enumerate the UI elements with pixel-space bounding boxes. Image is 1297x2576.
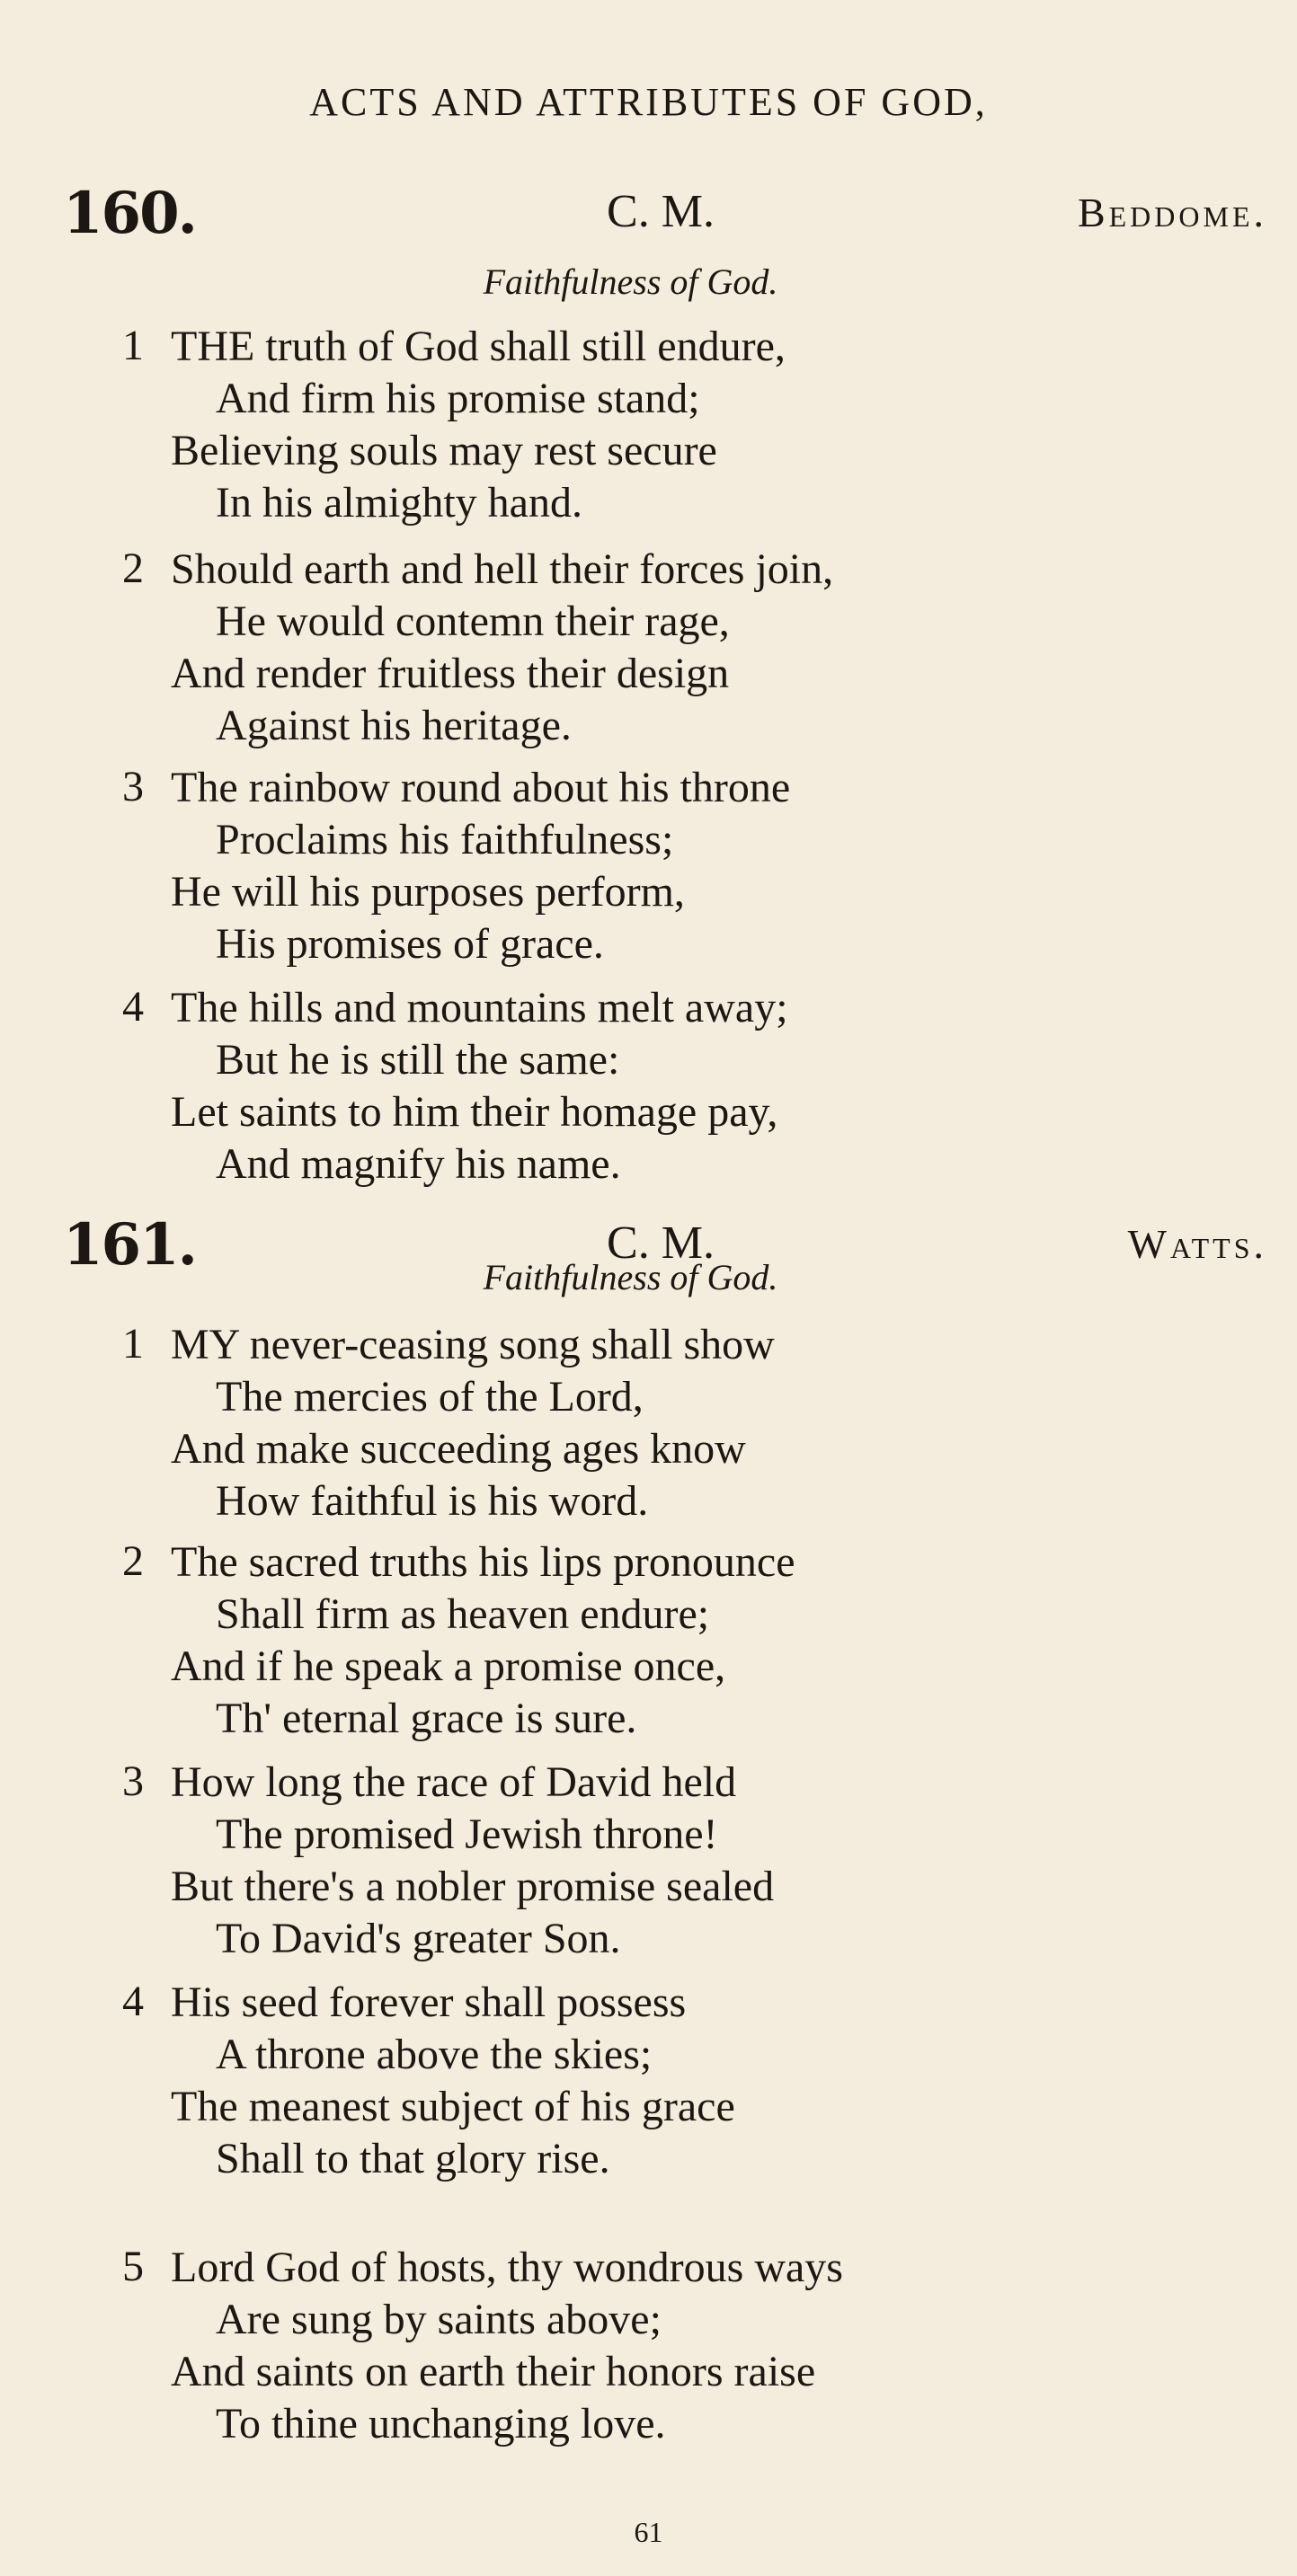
stanza-line: But there's a nobler promise sealed <box>171 1863 775 1910</box>
stanza-line: To thine unchanging love. <box>216 2400 666 2448</box>
hymn-number: 160. <box>63 180 196 247</box>
stanza-number: 1 <box>122 1320 144 1368</box>
running-head: ACTS AND ATTRIBUTES OF GOD, <box>309 80 988 124</box>
hymn-160-subject: Faithfulness of God. <box>483 261 778 302</box>
stanza-line: He will his purposes perform, <box>171 868 685 916</box>
hymn-160-stanza-2 <box>122 544 1159 752</box>
stanza-line: The rainbow round about his throne <box>171 764 791 811</box>
stanza-line: The sacred truths his lips pronounce <box>171 1538 795 1586</box>
stanza-line: MY never-ceasing song shall show <box>171 1321 775 1368</box>
stanza-line: Should earth and hell their forces join, <box>171 545 834 593</box>
hymn-161-stanza-1 <box>122 1319 1159 1527</box>
stanza-line: Let saints to him their homage pay, <box>171 1088 778 1136</box>
stanza-line: Th' eternal grace is sure. <box>216 1695 637 1742</box>
stanza-line: And make succeeding ages know <box>171 1425 746 1473</box>
hymn-160-stanza-1 <box>122 321 1159 529</box>
hymn-161-stanza-2 <box>122 1536 1159 1745</box>
hymn-160-stanza-4 <box>122 982 1159 1191</box>
hymn-161-stanza-4 <box>122 1977 1159 2185</box>
stanza-number: 4 <box>122 1978 144 2025</box>
stanza-line: And firm his promise stand; <box>216 375 700 422</box>
stanza-line: The promised Jewish throne! <box>216 1810 718 1858</box>
stanza-number: 2 <box>122 544 144 592</box>
stanza-number: 5 <box>122 2243 144 2290</box>
hymn-160-stanza-3 <box>122 762 1159 970</box>
stanza-line: The meanest subject of his grace <box>171 2083 735 2130</box>
hymn-author: Beddome. <box>1077 190 1267 235</box>
stanza-line: But he is still the same: <box>216 1036 620 1084</box>
stanza-number: 4 <box>122 983 144 1031</box>
hymn-161-subject: Faithfulness of God. <box>483 1257 778 1297</box>
stanza-line: And render fruitless their design <box>171 650 730 697</box>
stanza-line: He would contemn their rage, <box>216 598 730 645</box>
page-number: 61 <box>634 2516 663 2548</box>
hymn-author: Watts. <box>1127 1221 1267 1267</box>
stanza-line: Lord God of hosts, thy wondrous ways <box>171 2244 843 2291</box>
stanza-line: And magnify his name. <box>216 1140 621 1188</box>
stanza-line: The hills and mountains melt away; <box>171 984 788 1031</box>
hymn-161-stanza-3 <box>122 1757 1159 1965</box>
stanza-line: Against his heritage. <box>216 702 572 749</box>
stanza-line: Believing souls may rest secure <box>171 427 717 474</box>
stanza-line: The mercies of the Lord, <box>216 1373 644 1421</box>
stanza-line: Shall firm as heaven endure; <box>216 1590 710 1638</box>
stanza-line: Proclaims his faithfulness; <box>216 816 674 863</box>
hymn-meter: C. M. <box>607 186 715 237</box>
stanza-line: And if he speak a promise once, <box>171 1642 726 1690</box>
hymn-161-stanza-5 <box>122 2242 1159 2450</box>
stanza-line: Are sung by saints above; <box>216 2296 662 2343</box>
stanza-number: 3 <box>122 1757 144 1805</box>
stanza-number: 2 <box>122 1537 144 1585</box>
stanza-number: 3 <box>122 763 144 810</box>
stanza-line: How long the race of David held <box>171 1758 737 1806</box>
stanza-line: Shall to that glory rise. <box>216 2135 610 2182</box>
hymn-160-header <box>63 180 1267 247</box>
stanza-line: How faithful is his word. <box>216 1477 649 1525</box>
stanza-number: 1 <box>122 322 144 369</box>
hymn-number: 161. <box>63 1211 196 1279</box>
stanza-line: To David's greater Son. <box>216 1915 621 1962</box>
hymn-meter: C. M. <box>607 1217 715 1269</box>
stanza-line: THE truth of God shall still endure, <box>171 323 786 370</box>
stanza-line: In his almighty hand. <box>216 479 582 527</box>
stanza-line: His promises of grace. <box>216 920 604 968</box>
stanza-line: His seed forever shall possess <box>171 1978 687 2026</box>
stanza-line: And saints on earth their honors raise <box>171 2348 816 2395</box>
stanza-line: A throne above the skies; <box>216 2031 653 2078</box>
